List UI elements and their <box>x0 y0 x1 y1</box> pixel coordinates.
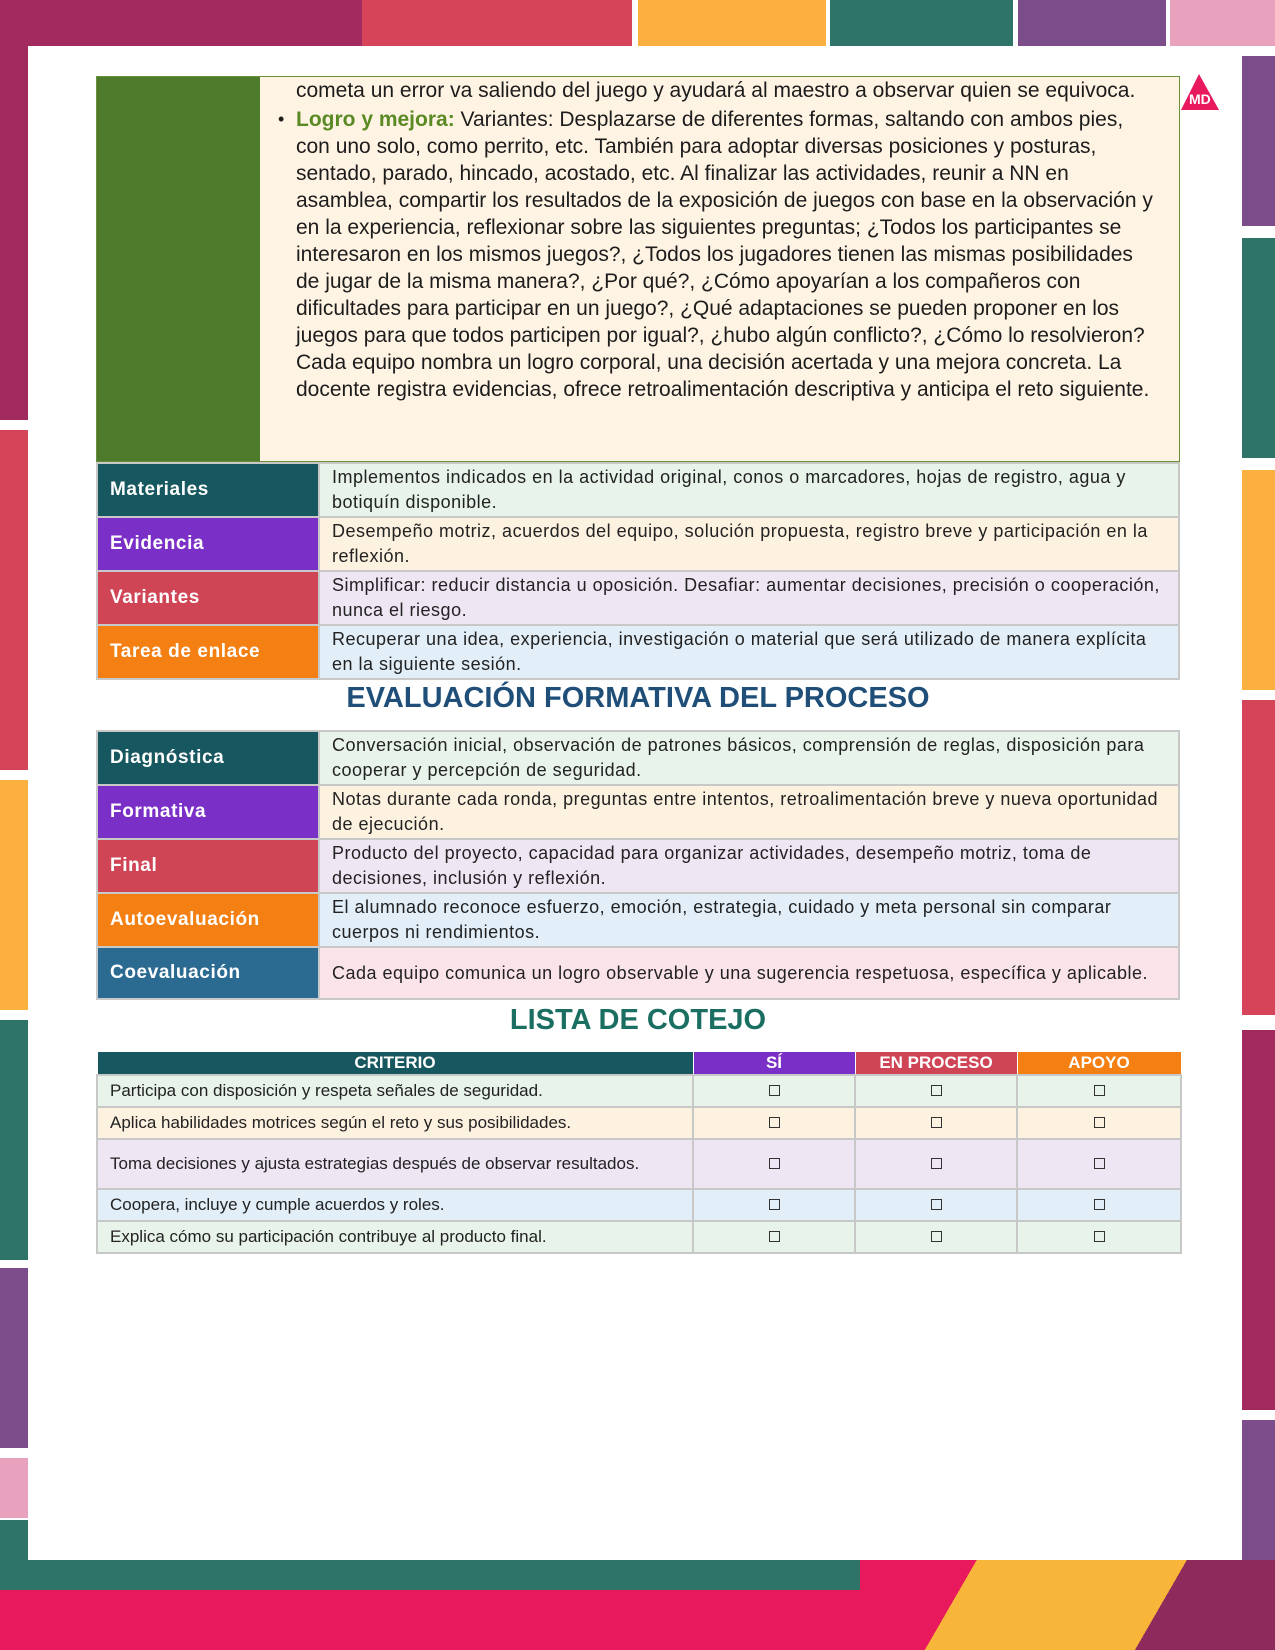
checkbox-icon <box>931 1231 942 1242</box>
header-en-proceso: EN PROCESO <box>855 1052 1017 1076</box>
evaluation-section-title: EVALUACIÓN FORMATIVA DEL PROCESO <box>346 682 930 714</box>
row-value: Conversación inicial, observación de patrones básicos, comprensión de reglas, disposición para cooperar y percepción de seguridad. <box>319 731 1179 785</box>
frame-top-bar-6 <box>1170 0 1275 46</box>
table-row <box>97 463 1179 517</box>
frame-left-bar-5 <box>0 1268 28 1448</box>
row-value: Cada equipo comunica un logro observable y una sugerencia respetuosa, específica y aplicable. <box>319 947 1179 999</box>
table-row <box>97 1139 1181 1189</box>
table-row <box>97 893 1179 947</box>
evaluation-table <box>96 730 1180 1000</box>
row-value: Simplificar: reducir distancia u oposición. Desafiar: aumentar decisiones, precisión o cooperación, nunca el riesgo. <box>319 571 1179 625</box>
checkbox-icon <box>1094 1231 1105 1242</box>
checkbox-icon <box>1094 1117 1105 1128</box>
table-row <box>97 1075 1181 1107</box>
criterion-text: Aplica habilidades motrices según el reto y sus posibilidades. <box>97 1107 693 1139</box>
checkbox-si[interactable] <box>693 1139 855 1189</box>
frame-right-bar-1 <box>1242 56 1275 226</box>
checkbox-si[interactable] <box>693 1221 855 1253</box>
checkbox-icon <box>1094 1158 1105 1169</box>
checkbox-apoyo[interactable] <box>1017 1075 1181 1107</box>
frame-top-bar-3 <box>638 0 826 46</box>
criterion-text: Participa con disposición y respeta señales de seguridad. <box>97 1075 693 1107</box>
criterion-text: Explica cómo su participación contribuye al producto final. <box>97 1221 693 1253</box>
row-label: Variantes <box>97 571 319 625</box>
checkbox-icon <box>769 1117 780 1128</box>
checkbox-si[interactable] <box>693 1107 855 1139</box>
row-value: Producto del proyecto, capacidad para organizar actividades, desempeño motriz, toma de decisiones, inclusión y reflexión. <box>319 839 1179 893</box>
frame-right-bar-3 <box>1242 470 1275 690</box>
activity-bullets <box>278 106 1156 403</box>
checkbox-icon <box>769 1158 780 1169</box>
row-label: Autoevaluación <box>97 893 319 947</box>
row-label: Coevaluación <box>97 947 319 999</box>
checkbox-apoyo[interactable] <box>1017 1139 1181 1189</box>
frame-bottom-bar-1 <box>0 1560 860 1590</box>
activity-label-column <box>97 77 260 461</box>
checkbox-icon <box>931 1158 942 1169</box>
frame-bottom-bar-3 <box>860 1560 1275 1650</box>
row-label: Tarea de enlace <box>97 625 319 679</box>
table-row <box>97 571 1179 625</box>
checklist-header-row <box>97 1052 1181 1076</box>
frame-right-bar-2 <box>1242 238 1275 458</box>
table-row <box>97 517 1179 571</box>
checkbox-apoyo[interactable] <box>1017 1221 1181 1253</box>
frame-left-bar-3 <box>0 780 28 1010</box>
checklist-table <box>96 1051 1182 1254</box>
row-label: Evidencia <box>97 517 319 571</box>
frame-top-bar-2 <box>362 0 632 46</box>
info-table <box>96 462 1180 680</box>
frame-right-bar-4 <box>1242 700 1275 1015</box>
table-row <box>97 731 1179 785</box>
checkbox-icon <box>931 1117 942 1128</box>
row-label: Formativa <box>97 785 319 839</box>
checkbox-apoyo[interactable] <box>1017 1189 1181 1221</box>
table-row <box>97 1221 1181 1253</box>
logro-label: Logro y mejora: <box>296 108 455 131</box>
checkbox-si[interactable] <box>693 1189 855 1221</box>
row-value: Desempeño motriz, acuerdos del equipo, solución propuesta, registro breve y participación en la reflexión. <box>319 517 1179 571</box>
table-row <box>97 1107 1181 1139</box>
frame-left-bar-4 <box>0 1020 28 1260</box>
activity-description-block <box>96 76 1180 462</box>
table-row <box>97 839 1179 893</box>
frame-top-bar-4 <box>830 0 1013 46</box>
logro-text: Variantes: Desplazarse de diferentes formas, saltando con ambos pies, con uno solo, como perrito, etc. También para adoptar diversas posiciones y posturas, sentado, parado, hincado, acostado, etc. Al finalizar las actividades, reunir a NN en asamblea, compartir los resultados de la exposición de juegos con base en la observación y en la experiencia, reflexionar sobre las siguientes preguntas; ¿Todos los participantes se interesaron en los mismos juegos?, ¿Todos los jugadores tienen las mismas posibilidades de jugar de la misma manera?, ¿Por qué?, ¿Cómo apoyarían a los compañeros con dificultades para participar en un juego?, ¿Qué adaptaciones se pueden proponer en los juegos para que todos participen por igual?, ¿hubo algún conflicto?, ¿Cómo lo resolvieron? Cada equipo nombra un logro corporal, una decisión acertada y una mejora concreta. La docente registra evidencias, ofrece retroalimentación descriptiva y anticipa el reto siguiente. <box>296 108 1153 401</box>
row-value: Implementos indicados en la actividad original, conos o marcadores, hojas de registro, agua y botiquín disponible. <box>319 463 1179 517</box>
checkbox-en-proceso[interactable] <box>855 1107 1017 1139</box>
activity-intro-line: cometa un error va saliendo del juego y ayudará al maestro a observar quien se equivoca. <box>296 79 1136 102</box>
frame-right-bar-5 <box>1242 1030 1275 1410</box>
checkbox-en-proceso[interactable] <box>855 1189 1017 1221</box>
checkbox-icon <box>1094 1085 1105 1096</box>
header-apoyo: APOYO <box>1017 1052 1181 1076</box>
cotejo-section-title: LISTA DE COTEJO <box>509 1004 767 1036</box>
header-criterio: CRITERIO <box>97 1052 693 1076</box>
checkbox-apoyo[interactable] <box>1017 1107 1181 1139</box>
frame-right-bar-6 <box>1242 1420 1275 1560</box>
row-value: Recuperar una idea, experiencia, investigación o material que será utilizado de manera explícita en la siguiente sesión. <box>319 625 1179 679</box>
frame-top-bar-5 <box>1018 0 1166 46</box>
logro-mejora-item <box>278 106 1156 403</box>
row-label: Diagnóstica <box>97 731 319 785</box>
checkbox-icon <box>1094 1199 1105 1210</box>
checkbox-icon <box>769 1199 780 1210</box>
checkbox-si[interactable] <box>693 1075 855 1107</box>
checkbox-en-proceso[interactable] <box>855 1139 1017 1189</box>
frame-top-bar-1 <box>0 0 362 46</box>
header-si: SÍ <box>693 1052 855 1076</box>
brand-logo-icon <box>1173 72 1227 112</box>
row-value: Notas durante cada ronda, preguntas entre intentos, retroalimentación breve y nueva oportunidad de ejecución. <box>319 785 1179 839</box>
checkbox-icon <box>931 1199 942 1210</box>
row-value: El alumnado reconoce esfuerzo, emoción, estrategia, cuidado y meta personal sin comparar cuerpos ni rendimientos. <box>319 893 1179 947</box>
criterion-text: Coopera, incluye y cumple acuerdos y roles. <box>97 1189 693 1221</box>
row-label: Final <box>97 839 319 893</box>
svg-text:MD: MD <box>1189 91 1211 107</box>
checkbox-icon <box>769 1231 780 1242</box>
checkbox-en-proceso[interactable] <box>855 1075 1017 1107</box>
checkbox-icon <box>931 1085 942 1096</box>
bullet-icon: • <box>278 109 285 129</box>
table-row <box>97 1189 1181 1221</box>
checkbox-icon <box>769 1085 780 1096</box>
table-row <box>97 625 1179 679</box>
criterion-text: Toma decisiones y ajusta estrategias después de observar resultados. <box>97 1139 693 1189</box>
frame-left-bar-1 <box>0 0 28 420</box>
frame-left-bar-6 <box>0 1458 28 1518</box>
table-row <box>97 947 1179 999</box>
checkbox-en-proceso[interactable] <box>855 1221 1017 1253</box>
activity-text <box>278 77 1156 403</box>
table-row <box>97 785 1179 839</box>
frame-left-bar-2 <box>0 430 28 770</box>
row-label: Materiales <box>97 463 319 517</box>
